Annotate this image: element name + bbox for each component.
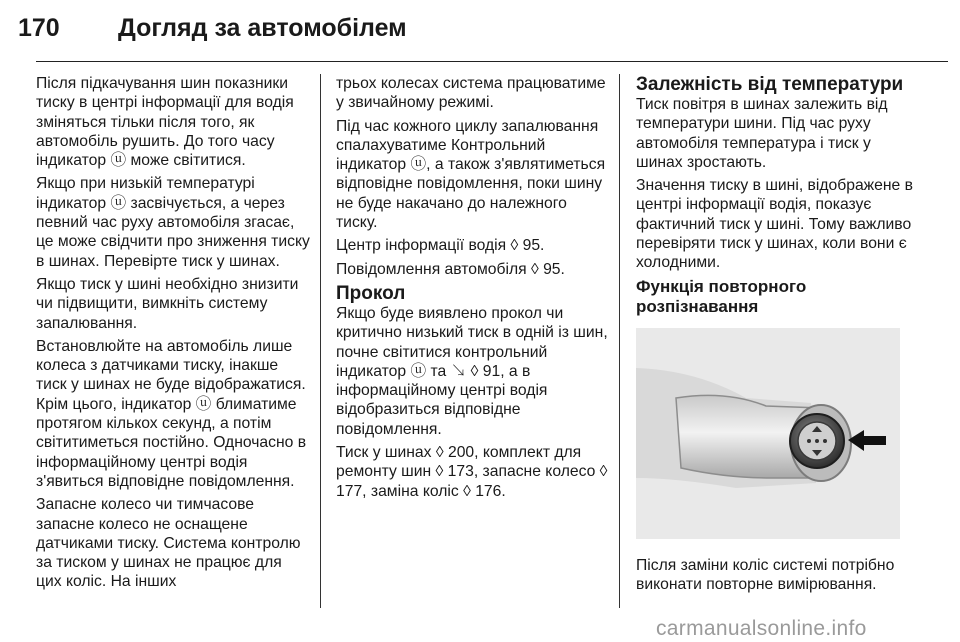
cross-reference: Повідомлення автомобіля ◊ 95. <box>336 260 565 278</box>
column-2 <box>336 74 611 505</box>
paragraph: Тиск повітря в шинах залежить від температури шини. Під час руху автомобіля температура і тиск у шинах зростають. <box>636 96 888 171</box>
paragraph: трьох колесах система працюватиме у звичайному режимі. <box>336 75 606 112</box>
paragraph: Значення тиску в шині, відображене в центрі інформації водія, показує фактичний тиск у шині. Тому важливо перевіряти тиск у шинах, коли вони є холодними. <box>636 177 913 272</box>
page-title: Догляд за автомобілем <box>118 14 407 42</box>
paragraph: Після підкачування шин показники тиску в центрі інформації для водія зміняться тільки після того, як автомобіль рушить. До того часу індикатор ⓤ може світитися. <box>36 75 294 170</box>
paragraph: Якщо буде виявлено прокол чи критично низький тиск в одній із шин, почне світитися контрольний індикатор ⓤ та ↘ ◊ 91, а в інформаційному центрі водія відобразиться відповідне повідомлення. <box>336 304 608 438</box>
watermark: carmanualsonline.info <box>656 617 867 640</box>
column-divider <box>320 74 321 608</box>
column-3 <box>636 74 916 598</box>
section-heading-relearn: Функція повторного розпізнавання <box>636 276 807 316</box>
page-header <box>18 14 936 54</box>
header-rule <box>36 61 948 62</box>
cross-reference: Центр інформації водія ◊ 95. <box>336 237 545 255</box>
section-heading-temperature: Залежність від температури <box>636 74 904 95</box>
page-number: 170 <box>18 14 60 42</box>
column-1 <box>36 74 311 596</box>
paragraph: Після заміни коліс системі потрібно виконати повторне вимірювання. <box>636 556 895 593</box>
paragraph: Встановлюйте на автомобіль лише колеса з датчиками тиску, інакше тиск у шинах не буде відображатися. Крім цього, індикатор ⓤ блиматиме протягом кількох секунд, а потім світитиметься постійно. Одночасно в інформаційному центрі водія з'явиться відповідне повідомлення. <box>36 337 307 490</box>
relearn-button-illustration <box>636 328 900 539</box>
section-heading-puncture: Прокол <box>336 282 406 304</box>
paragraph: Якщо тиск у шині необхідно знизити чи підвищити, вимкніть систему запалювання. <box>36 275 299 332</box>
paragraph: Під час кожного циклу запалювання спалахуватиме Контрольний індикатор ⓤ, а також з'являтиметься відповідне повідомлення, поки шину не буде накачано до належного тиску. <box>336 117 606 232</box>
paragraph: Якщо при низькій температурі індикатор ⓤ засвічується, а через певний час руху автомобіля згасає, це може свідчити про зниження тиску в шинах. Перевірте тиск у шинах. <box>36 175 310 270</box>
stalk-switch-image <box>636 328 900 539</box>
paragraph: Запасне колесо чи тимчасове запасне колесо не оснащене датчиками тиску. Система контролю за тиском у шинах не працює для цих коліс. На інших <box>36 496 301 591</box>
paragraph: Тиск у шинах ◊ 200, комплект для ремонту шин ◊ 173, запасне колесо ◊ 177, заміна коліс ◊ 176. <box>336 444 608 500</box>
column-divider <box>619 74 620 608</box>
